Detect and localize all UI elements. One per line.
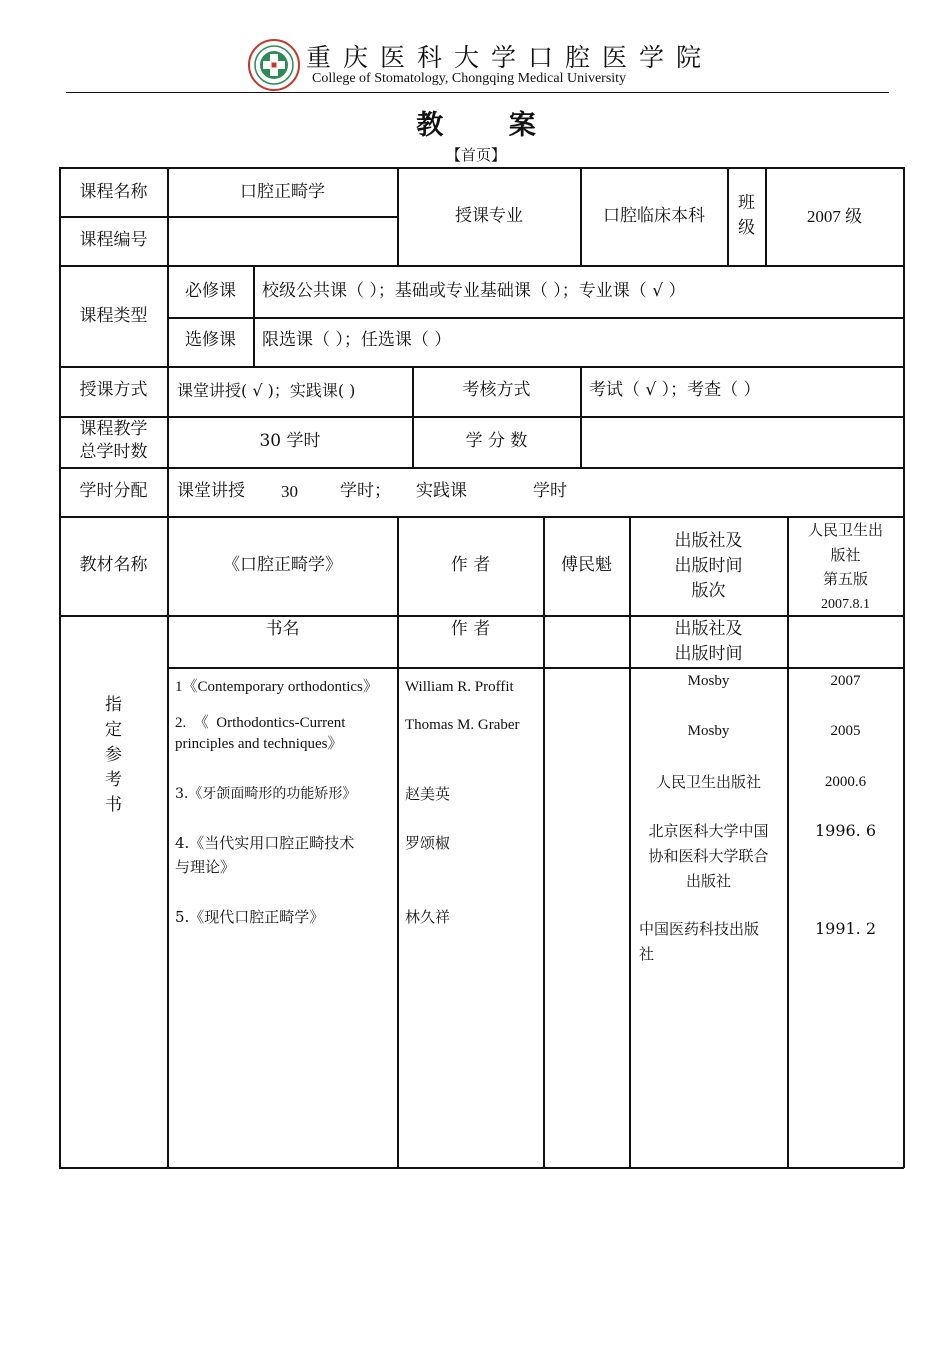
header-rule — [66, 92, 889, 93]
elective-course-label: 选修课 — [185, 330, 236, 350]
school-logo — [248, 39, 300, 91]
required-course-options: 校级公共课（ ）；基础或专业基础课（ ）；专业课（ √ ） — [262, 281, 686, 301]
exam-method-value: 考试（ √ ）；考查（ ） — [589, 380, 761, 400]
ref-4-author: 罗颂椒 — [405, 834, 451, 852]
textbook-author: 傅民魁 — [561, 555, 612, 575]
total-hours-value: 30 学时 — [259, 431, 321, 451]
course-code-label: 课程编号 — [79, 230, 148, 250]
ref-col-pub-2: 出版时间 — [674, 644, 743, 664]
textbook-publisher-2: 版社 — [830, 546, 861, 564]
textbook-publisher-1: 人民卫生出 — [807, 521, 883, 539]
teaching-method-value: 课堂讲授( √ )；实践课( ) — [177, 381, 356, 400]
elective-course-options: 限选课（ ）；任选课（ ） — [262, 330, 452, 350]
ref-4-title-2: 与理论》 — [175, 858, 236, 876]
ref-5-title: 5.《现代口腔正畸学》 — [175, 908, 325, 926]
total-hours-label-2: 总学时数 — [79, 442, 148, 462]
lecture-label: 课堂讲授 — [177, 481, 245, 501]
lecture-hours: 30 — [281, 482, 298, 501]
ref-4-title-1: 4.《当代实用口腔正畸技术 — [175, 834, 355, 852]
ref-5-author: 林久祥 — [405, 908, 451, 926]
practice-label: 实践课 — [416, 481, 467, 501]
exam-method-label: 考核方式 — [462, 380, 531, 400]
ref-3-title: 3.《牙颌面畸形的功能矫形》 — [175, 786, 357, 802]
major-label: 授课专业 — [455, 206, 523, 226]
ref-1-title: 1《Contemporary orthodontics》 — [175, 679, 378, 695]
ref-col-author: 作 者 — [450, 619, 491, 639]
textbook-pub-label-2: 出版时间 — [674, 556, 743, 576]
ref-1-author: William R. Proffit — [405, 679, 514, 695]
teaching-method-label: 授课方式 — [79, 380, 148, 400]
school-name-cn: 重庆医科大学口腔医学院 — [306, 43, 714, 72]
textbook-author-label: 作 者 — [450, 555, 491, 575]
document-subtitle: 【首页】 — [445, 146, 506, 164]
ref-4-publisher-2: 协和医科大学联合 — [648, 847, 769, 865]
ref-col-title: 书名 — [265, 619, 300, 639]
ref-4-publisher-3: 出版社 — [685, 872, 731, 890]
class-label-2: 级 — [738, 218, 755, 238]
hour-distribution-label: 学时分配 — [79, 481, 148, 501]
ref-3-publisher: 人民卫生出版社 — [655, 773, 761, 791]
ref-2-title-1: 2. 《 Orthodontics-Current — [175, 715, 346, 731]
total-hours-label-1: 课程教学 — [79, 419, 148, 439]
school-name-en: College of Stomatology, Chongqing Medical University — [312, 71, 627, 86]
ref-2-title-2: principles and techniques》 — [175, 736, 343, 752]
ref-2-publisher: Mosby — [687, 723, 730, 739]
textbook-pub-label-1: 出版社及 — [674, 531, 743, 551]
ref-4-date: 1996. 6 — [814, 821, 877, 840]
course-name-label: 课程名称 — [79, 182, 148, 202]
class-value: 2007 级 — [806, 207, 863, 226]
ref-2-author: Thomas M. Graber — [405, 717, 520, 733]
ref-col-pub-1: 出版社及 — [674, 619, 743, 639]
ref-5-publisher-1: 中国医药科技出版 — [639, 920, 760, 938]
ref-5-date: 1991. 2 — [814, 919, 877, 938]
textbook-label: 教材名称 — [79, 555, 148, 575]
course-name-value: 口腔正畸学 — [240, 182, 325, 202]
ref-1-date: 2007 — [830, 673, 861, 689]
document-title: 教 案 — [416, 110, 564, 141]
course-type-label: 课程类型 — [79, 306, 148, 326]
textbook-pub-label-3: 版次 — [691, 581, 726, 601]
textbook-name: 《口腔正畸学》 — [223, 555, 342, 575]
ref-5-publisher-2: 社 — [639, 945, 655, 963]
ref-1-publisher: Mosby — [687, 673, 730, 689]
credit-label: 学 分 数 — [465, 431, 528, 451]
ref-4-publisher-1: 北京医科大学中国 — [648, 822, 769, 840]
hours-unit-2: 学时 — [533, 481, 567, 501]
hours-unit-1: 学时； — [340, 481, 391, 501]
textbook-edition: 第五版 — [822, 570, 868, 588]
major-value: 口腔临床本科 — [603, 206, 705, 226]
required-course-label: 必修课 — [185, 281, 236, 301]
ref-3-date: 2000.6 — [824, 774, 867, 790]
textbook-date: 2007.8.1 — [821, 597, 870, 612]
class-label-1: 班 — [738, 193, 755, 213]
ref-2-date: 2005 — [830, 723, 861, 739]
ref-3-author: 赵美英 — [405, 785, 451, 803]
